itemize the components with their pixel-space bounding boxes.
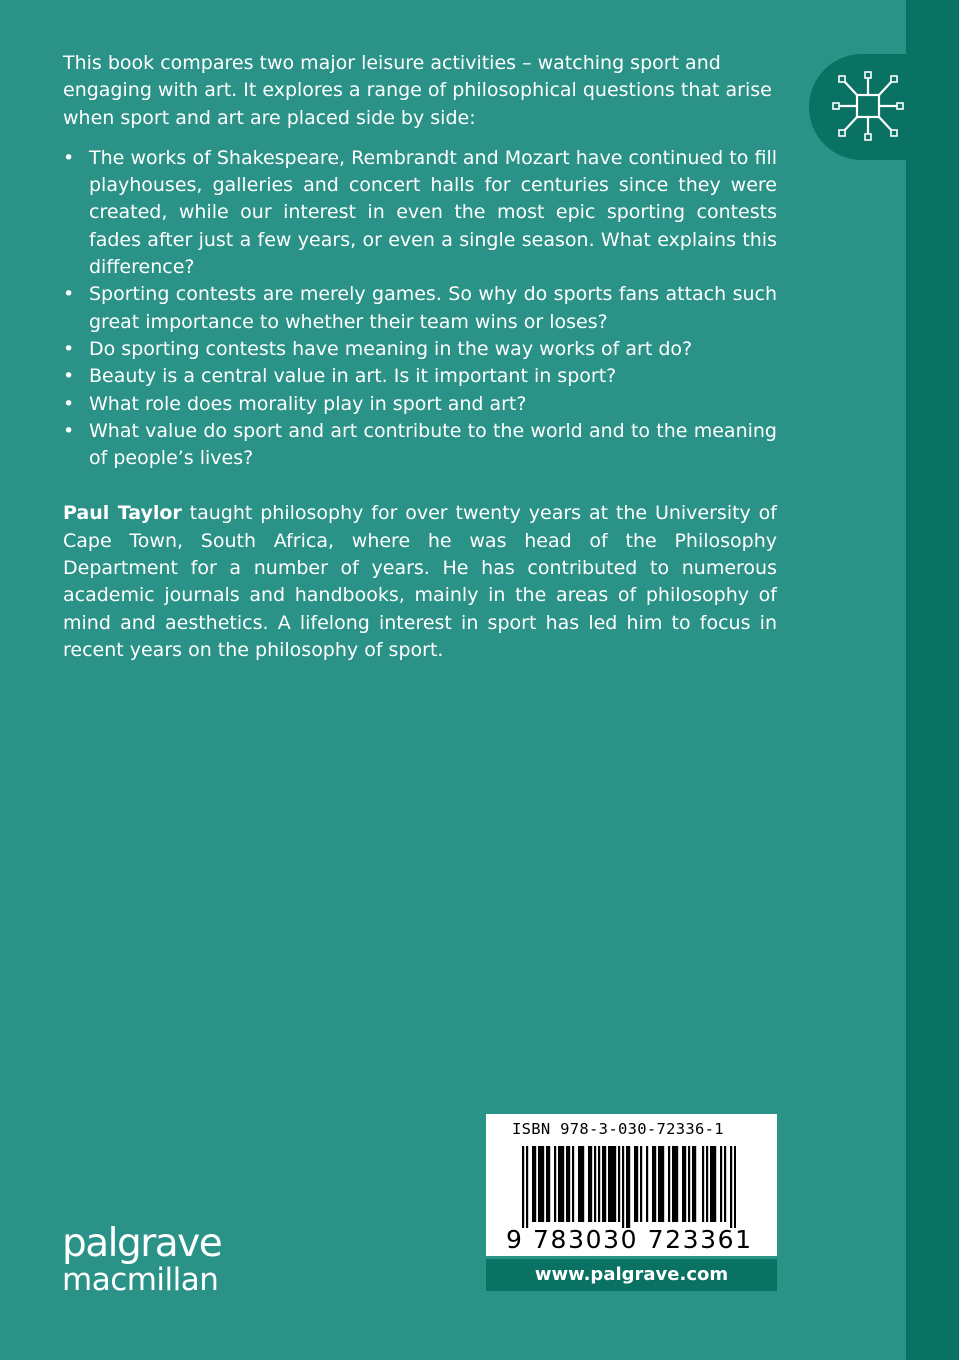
barcode-bar (706, 1146, 708, 1222)
book-description: This book compares two major leisure activities – watching sport and engaging with art. It explores a range of philosophical questions that arise when sport and art are placed side by side: (63, 52, 772, 129)
barcode-bar (522, 1146, 524, 1228)
author-bio-text: taught philosophy for over twenty years at the University of Cape Town, South Africa, where he was head of the Philosophy Department for a number of years. He has contributed to numerous academic journals and handbooks, mainly in the areas of philosophy of mind and aesthetics. A lifelong interest in sport has led him to focus in recent years on the philosophy of sport. (63, 502, 777, 661)
barcode-bar (658, 1146, 660, 1222)
barcode-image (522, 1146, 736, 1228)
barcode-bar (674, 1146, 676, 1222)
barcode-bar (672, 1146, 674, 1222)
barcode-bar (540, 1146, 542, 1222)
barcode-bar (580, 1146, 582, 1222)
logo-tab (809, 54, 959, 160)
author-bio (63, 500, 777, 664)
barcode-bar (646, 1146, 648, 1222)
barcode-bar (618, 1146, 620, 1222)
barcode-bar (660, 1146, 662, 1222)
question-list (63, 145, 777, 473)
barcode-bar (622, 1146, 624, 1228)
barcode-bar (588, 1146, 590, 1222)
barcode-box (486, 1114, 777, 1256)
barcode-bar (652, 1146, 654, 1222)
question-item: • What role does morality play in sport and art? (63, 391, 777, 418)
barcode-bar (578, 1146, 580, 1222)
spine-strip (906, 0, 959, 1360)
barcode-bar (692, 1146, 694, 1222)
barcode-bar (614, 1146, 616, 1222)
barcode-bar (538, 1146, 540, 1222)
barcode-bar (724, 1146, 726, 1222)
barcode-bar (562, 1146, 564, 1222)
barcode-bar (640, 1146, 642, 1222)
barcode-bar (526, 1146, 528, 1228)
author-name: Paul Taylor (63, 502, 182, 525)
isbn-label: ISBN 978-3-030-72336-1 (512, 1120, 724, 1138)
palgrave-network-icon (827, 68, 911, 146)
barcode-bar (654, 1146, 656, 1222)
barcode-bar (534, 1146, 536, 1222)
barcode-bar (720, 1146, 722, 1222)
barcode-bar (566, 1146, 568, 1222)
barcode-bar (546, 1146, 548, 1222)
back-cover-text (63, 50, 777, 664)
barcode-bar (734, 1146, 736, 1228)
barcode-bar (684, 1146, 686, 1222)
barcode-bar (568, 1146, 570, 1222)
barcode-bar (542, 1146, 544, 1222)
barcode-bar (582, 1146, 584, 1222)
question-item: • The works of Shakespeare, Rembrandt and Mozart have continued to fill playhouses, galleries and concert halls for centuries since they were created, while our interest in even the most epic sporting contests fades after just a few years, or even a single season. What explains this difference? (63, 145, 777, 281)
barcode-bar (730, 1146, 732, 1228)
publisher-url[interactable]: www.palgrave.com (486, 1259, 777, 1291)
publisher-name-line1: palgrave (62, 1221, 222, 1266)
barcode-bar (626, 1146, 628, 1228)
barcode-bar (668, 1146, 670, 1222)
barcode-bar (714, 1146, 716, 1222)
barcode-bar (612, 1146, 614, 1222)
barcode-bar (710, 1146, 712, 1222)
barcode-bar (676, 1146, 678, 1222)
barcode-bar (682, 1146, 684, 1222)
barcode-bar (602, 1146, 604, 1222)
barcode-bar (712, 1146, 714, 1222)
barcode-bar (548, 1146, 550, 1222)
barcode-bar (636, 1146, 638, 1222)
question-item: • Do sporting contests have meaning in the way works of art do? (63, 336, 777, 363)
barcode-bar (628, 1146, 630, 1228)
barcode-bar (702, 1146, 704, 1222)
isbn-digits: 9 783030 723361 (506, 1225, 753, 1254)
barcode-bar (662, 1146, 664, 1222)
barcode-bar (610, 1146, 612, 1222)
barcode-bar (560, 1146, 562, 1222)
question-item: • Sporting contests are merely games. So why do sports fans attach such great importance to whether their team wins or loses? (63, 281, 777, 336)
barcode-bar (634, 1146, 636, 1222)
barcode-bar (572, 1146, 574, 1222)
barcode-bar (604, 1146, 606, 1222)
barcode-bar (558, 1146, 560, 1222)
publisher-logo (62, 1221, 222, 1298)
barcode-bar (608, 1146, 610, 1222)
publisher-name-line2: macmillan (62, 1262, 219, 1298)
barcode-bar (554, 1146, 556, 1222)
barcode-bar (694, 1146, 696, 1222)
question-item: • What value do sport and art contribute to the world and to the meaning of people’s lives? (63, 418, 777, 473)
question-item: • Beauty is a central value in art. Is it important in sport? (63, 363, 777, 390)
barcode-bar (688, 1146, 690, 1222)
barcode-bar (598, 1146, 600, 1222)
barcode-bar (590, 1146, 592, 1222)
barcode-bar (594, 1146, 596, 1222)
barcode-bar (532, 1146, 534, 1222)
